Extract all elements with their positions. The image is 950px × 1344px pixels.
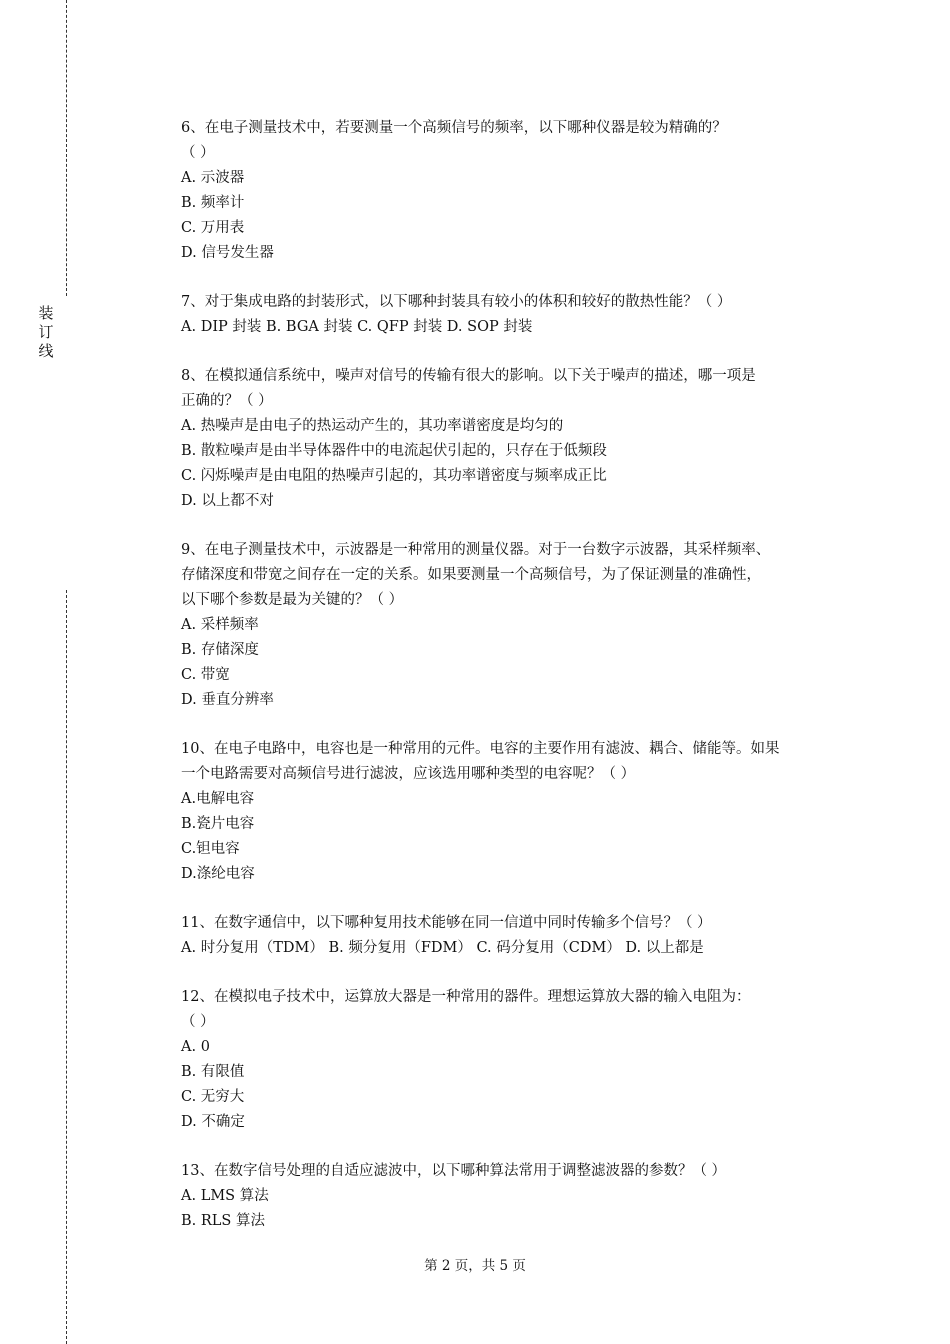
option-b: B. 有限值 xyxy=(181,1064,245,1080)
option-a: A. 示波器 xyxy=(181,170,245,186)
option-a: A. 采样频率 xyxy=(181,617,259,633)
binding-char: 订 xyxy=(38,323,54,341)
question-stem: 6、在电子测量技术中，若要测量一个高频信号的频率，以下哪种仪器是较为精确的？ xyxy=(181,120,727,136)
binding-char: 线 xyxy=(38,342,54,360)
option-a: A.电解电容 xyxy=(181,791,255,807)
question-stem: 正确的？（ ） xyxy=(181,393,273,409)
question-list xyxy=(181,116,851,1258)
option-b: B.瓷片电容 xyxy=(181,816,255,832)
question-8 xyxy=(181,364,851,514)
question-6 xyxy=(181,116,851,266)
question-7 xyxy=(181,290,851,340)
binding-char: 装 xyxy=(38,304,54,322)
question-stem: （ ） xyxy=(181,1014,215,1030)
question-11 xyxy=(181,911,851,961)
question-stem: 一个电路需要对高频信号进行滤波，应该选用哪种类型的电容呢？（ ） xyxy=(181,766,636,782)
option-a: A. 0 xyxy=(181,1039,210,1055)
binding-line-bottom xyxy=(66,590,67,1344)
option-c: C. 无穷大 xyxy=(181,1089,245,1105)
question-stem: 7、对于集成电路的封装形式，以下哪种封装具有较小的体积和较好的散热性能？（ ） xyxy=(181,294,732,310)
options-inline: A. 时分复用（TDM） B. 频分复用（FDM） C. 码分复用（CDM） D. 以上都是 xyxy=(181,940,704,956)
option-a: A. 热噪声是由电子的热运动产生的，其功率谱密度是均匀的 xyxy=(181,418,564,434)
option-d: D.涤纶电容 xyxy=(181,866,255,882)
question-stem: 12、在模拟电子技术中，运算放大器是一种常用的器件。理想运算放大器的输入电阻为： xyxy=(181,989,751,1005)
option-b: B. 频率计 xyxy=(181,195,245,211)
question-stem: 存储深度和带宽之间存在一定的关系。如果要测量一个高频信号，为了保证测量的准确性， xyxy=(181,567,761,583)
question-10 xyxy=(181,737,851,887)
binding-line-top xyxy=(66,0,67,296)
option-d: D. 信号发生器 xyxy=(181,245,274,261)
option-d: D. 不确定 xyxy=(181,1114,245,1130)
question-12 xyxy=(181,985,851,1135)
question-stem: 以下哪个参数是最为关键的？（ ） xyxy=(181,592,404,608)
option-d: D. 以上都不对 xyxy=(181,493,274,509)
option-a: A. LMS 算法 xyxy=(181,1188,269,1204)
binding-label xyxy=(36,304,56,361)
question-stem: 11、在数字通信中，以下哪种复用技术能够在同一信道中同时传输多个信号？（ ） xyxy=(181,915,712,931)
question-13 xyxy=(181,1159,851,1234)
option-b: B. RLS 算法 xyxy=(181,1213,265,1229)
page-footer: 第 2 页，共 5 页 xyxy=(424,1258,526,1274)
question-stem: 13、在数字信号处理的自适应滤波中，以下哪种算法常用于调整滤波器的参数？（ ） xyxy=(181,1163,727,1179)
option-b: B. 散粒噪声是由半导体器件中的电流起伏引起的，只存在于低频段 xyxy=(181,443,607,459)
option-d: D. 垂直分辨率 xyxy=(181,692,274,708)
option-c: C. 万用表 xyxy=(181,220,245,236)
question-stem: 10、在电子电路中，电容也是一种常用的元件。电容的主要作用有滤波、耦合、储能等。如果 xyxy=(181,741,780,757)
option-c: C.钽电容 xyxy=(181,841,240,857)
question-stem: 9、在电子测量技术中，示波器是一种常用的测量仪器。对于一台数字示波器，其采样频率、 xyxy=(181,542,771,558)
question-stem: （ ） xyxy=(181,145,215,161)
option-c: C. 带宽 xyxy=(181,667,230,683)
options-inline: A. DIP 封装 B. BGA 封装 C. QFP 封装 D. SOP 封装 xyxy=(181,319,533,335)
option-c: C. 闪烁噪声是由电阻的热噪声引起的，其功率谱密度与频率成正比 xyxy=(181,468,607,484)
option-b: B. 存储深度 xyxy=(181,642,259,658)
question-stem: 8、在模拟通信系统中，噪声对信号的传输有很大的影响。以下关于噪声的描述，哪一项是 xyxy=(181,368,756,384)
question-9 xyxy=(181,538,851,713)
